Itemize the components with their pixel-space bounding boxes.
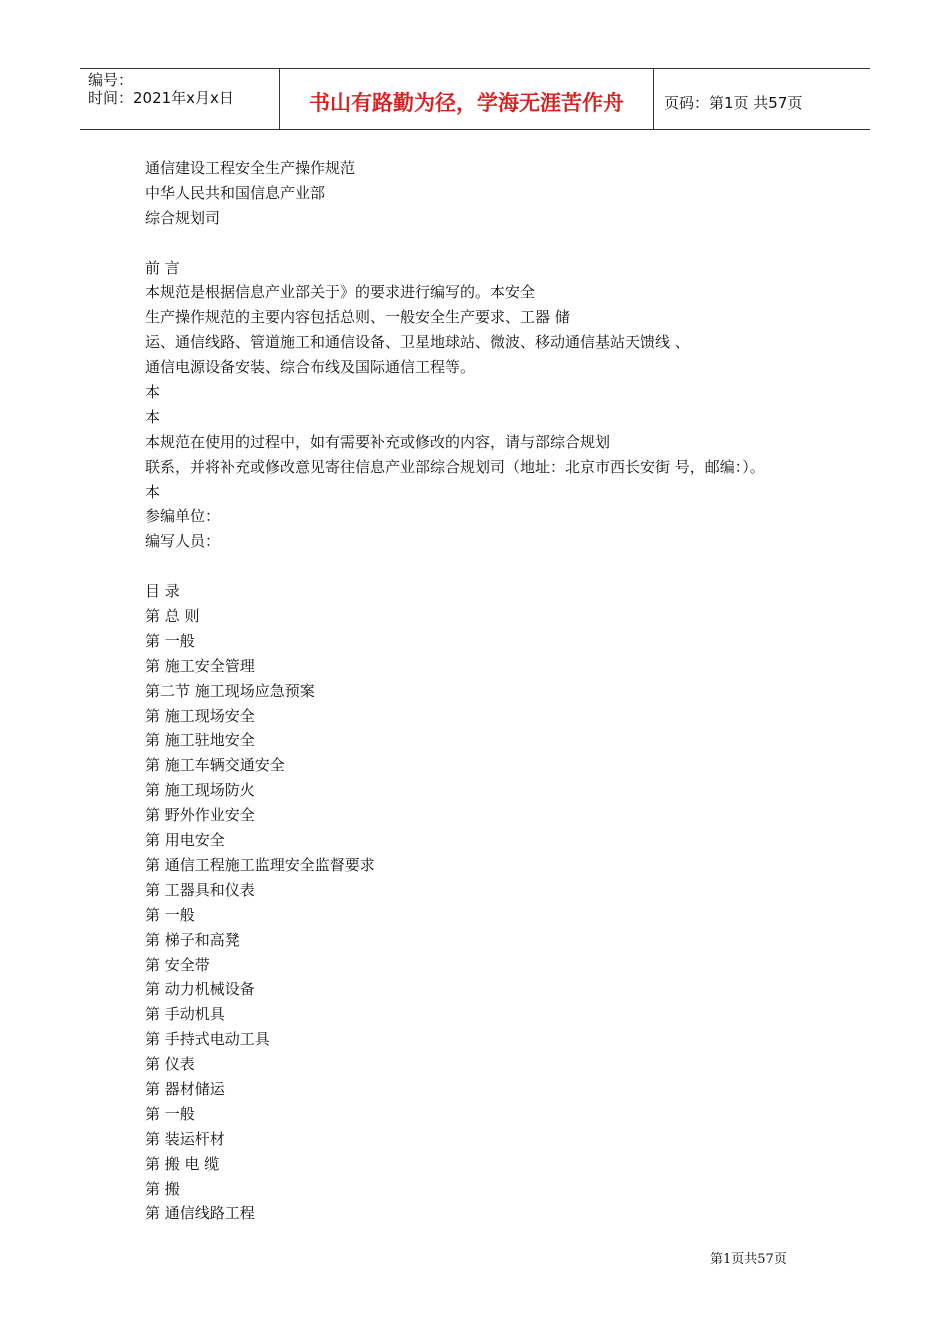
text-line: 第 搬 电 缆 <box>145 1154 220 1173</box>
text-line: 第 装运杆材 <box>145 1129 225 1148</box>
text-line: 第 梯子和高凳 <box>145 930 240 949</box>
page-header <box>80 68 870 130</box>
text-line: 第 一般 <box>145 1104 195 1123</box>
text-line: 第 施工车辆交通安全 <box>145 756 285 775</box>
text-line: 第 搬 <box>145 1179 180 1198</box>
text-line: 本 <box>145 407 161 426</box>
text-line: 通信电源设备安装、综合布线及国际通信工程等。 <box>145 358 476 377</box>
text-line <box>145 231 845 256</box>
text-line: 第 仪表 <box>145 1055 195 1074</box>
text-line: 第 施工安全管理 <box>145 656 255 675</box>
text-line: 第 器材储运 <box>145 1079 225 1098</box>
text-line: 第 施工现场安全 <box>145 706 255 725</box>
text-line: 第 通信工程施工监理安全监督要求 <box>145 855 375 874</box>
text-line: 运、通信线路、管道施工和通信设备、卫星地球站、微波、移动通信基站天馈线 、 <box>145 333 690 352</box>
text-line: 第 一般 <box>145 631 195 650</box>
text-line: 生产操作规范的主要内容包括总则、一般安全生产要求、工器 储 <box>145 308 570 327</box>
document-body <box>145 156 845 1226</box>
text-line: 参编单位： <box>145 507 221 526</box>
text-line: 综合规划司 <box>145 208 221 227</box>
number-label: 编号： <box>88 71 134 89</box>
header-motto: 书山有路勤为径，学海无涯苦作舟 <box>280 69 654 129</box>
text-line: 第 施工现场防火 <box>145 781 255 800</box>
text-line: 前 言 <box>145 258 180 277</box>
text-line: 第 通信线路工程 <box>145 1204 255 1223</box>
text-line: 第 总 则 <box>145 607 200 626</box>
text-line: 联系，并将补充或修改意见寄往信息产业部综合规划司（地址：北京市西长安街 号，邮编：）。 <box>145 457 765 476</box>
text-line: 本规范是根据信息产业部关于》的要求进行编写的。本安全 <box>145 283 536 302</box>
header-meta <box>80 69 280 129</box>
text-line: 本规范在使用的过程中，如有需要补充或修改的内容，请与部综合规划 <box>145 432 611 451</box>
text-line: 本 <box>145 482 161 501</box>
text-line: 第 手持式电动工具 <box>145 1030 270 1049</box>
text-line: 第 安全带 <box>145 955 210 974</box>
text-line: 通信建设工程安全生产操作规范 <box>145 159 356 177</box>
text-line: 第 手动机具 <box>145 1005 225 1024</box>
header-page-info: 页码：第1页 共57页 <box>664 93 803 112</box>
text-line: 第二节 施工现场应急预案 <box>145 681 315 700</box>
text-line: 第 工器具和仪表 <box>145 880 255 899</box>
text-line <box>145 554 845 579</box>
text-line: 编写人员： <box>145 532 221 551</box>
text-line: 中华人民共和国信息产业部 <box>145 183 326 202</box>
text-line: 第 施工驻地安全 <box>145 731 255 750</box>
time-label: 时间：2021年x月x日 <box>88 89 234 107</box>
text-line: 第 用电安全 <box>145 831 225 850</box>
text-line: 第 动力机械设备 <box>145 980 255 999</box>
text-line: 本 <box>145 383 161 402</box>
text-line: 第 一般 <box>145 905 195 924</box>
text-line: 第 野外作业安全 <box>145 806 255 825</box>
page-footer: 第1页共57页 <box>710 1252 787 1267</box>
text-line: 目 录 <box>145 582 180 601</box>
